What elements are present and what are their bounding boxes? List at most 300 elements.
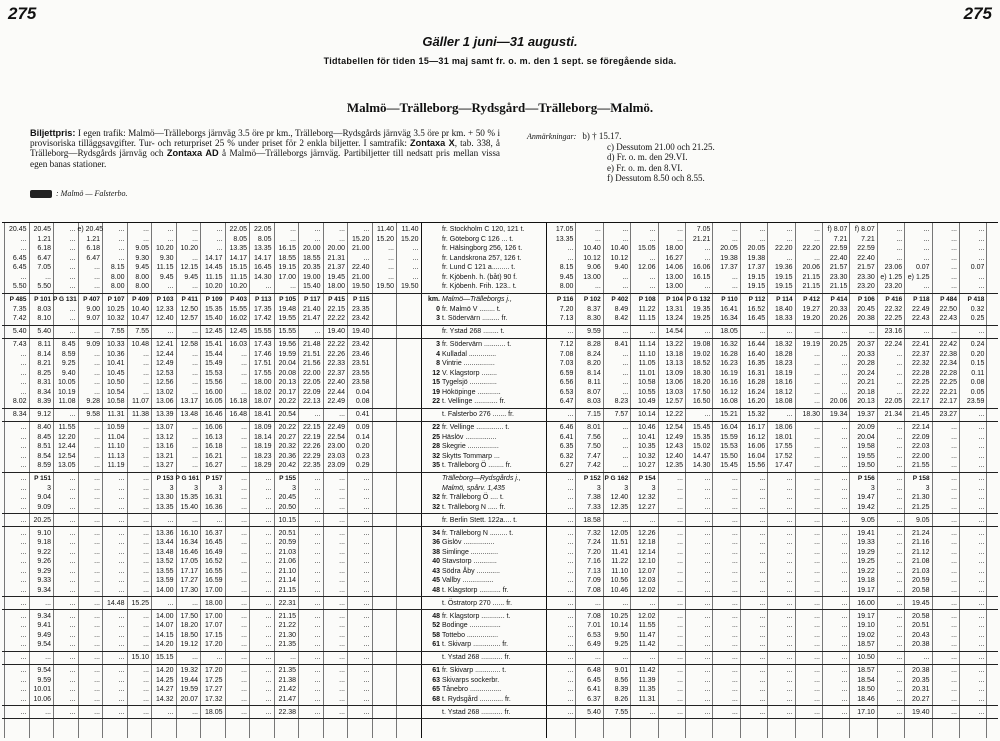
time-cell: ... [814,654,820,661]
time-cell: ... [314,529,321,537]
time-cell: ... [314,708,321,716]
remark-item: b) † 15.17. [582,131,622,141]
time-cell: 15.53 [720,443,738,450]
time-cell: ... [814,631,820,639]
time-cell: 22.32 [912,360,930,367]
station-name: Södra Åby ............ [442,567,500,575]
time-cell: ... [143,424,149,431]
time-cell: ... [896,654,903,661]
time-cell: ... [69,315,76,322]
time-cell: ... [677,558,683,565]
time-cell: 11.42 [638,641,656,648]
time-cell: ... [814,433,820,441]
time-cell: ... [951,539,957,546]
time-cell: 16.31 [204,494,223,501]
time-cell: 5.40 [12,328,27,335]
time-cell: ... [241,539,247,546]
time-cell: P 107 [107,296,125,303]
time-cell: 21.55 [912,462,930,469]
time-cell: ... [118,484,125,492]
time-cell: 15.35 [692,433,711,441]
time-cell: 19.15 [278,264,296,271]
time-cell: P 157 [205,475,223,482]
station-name: t. Östratorp 270 ...... fr. [442,599,513,607]
time-cell: ... [814,226,820,233]
time-cell: ... [978,273,985,281]
time-cell: 9.00 [86,305,100,313]
station-name: fr. Landskrona 257, 126 t. [442,254,522,262]
time-cell: ... [363,708,370,716]
time-cell: ... [622,235,629,243]
time-cell: ... [20,622,27,629]
time-cell: ... [649,599,656,607]
time-cell: 19.58 [857,443,875,450]
time-cell: ... [896,350,903,358]
time-cell: ... [192,433,198,441]
time-cell: 23.51 [351,360,370,367]
time-cell: 15.59 [720,433,738,441]
time-cell: 20.31 [912,686,930,693]
time-cell: 21.57 [829,264,848,271]
time-cell: 16.48 [229,411,247,418]
time-cell: ... [567,599,574,607]
time-cell: 10.46 [610,586,629,594]
time-cell: 17.35 [253,305,272,313]
time-cell: 3 [194,484,198,492]
time-cell: 22.34 [939,360,957,367]
time-cell: 10.06 [33,695,51,703]
time-cell: ... [94,641,100,648]
time-cell: ... [20,273,27,281]
time-cell: ... [94,654,100,661]
time-cell: ... [69,283,76,290]
time-cell: ... [265,676,272,684]
time-cell: 19.15 [747,273,766,281]
time-cell: ... [896,558,903,565]
time-cell: ... [759,567,766,575]
time-cell: ... [622,599,629,607]
time-cell: 8.05 [233,235,247,243]
time-cell: ... [265,548,272,556]
time-cell: 16.16 [720,379,738,386]
time-cell: ... [69,264,76,271]
time-cell: 22.54 [327,433,345,441]
station-name: fr. Hälsingborg 256, 126 t. [442,245,523,252]
section-separator [2,408,998,409]
time-cell: ... [759,503,766,511]
time-cell: ... [118,577,125,584]
time-cell: 8.05 [257,235,272,243]
time-cell: ... [896,503,903,511]
time-cell: ... [94,494,100,501]
time-cell: 18.01 [775,433,793,441]
time-cell: ... [265,622,272,629]
time-cell: ... [143,695,149,703]
time-cell: ... [622,452,629,460]
time-cell: ... [677,631,683,639]
time-cell: 20.13 [857,398,875,405]
time-cell: 21.03 [912,567,930,575]
remark-item: e) Fr. o. m. den 8.VI. [607,162,683,173]
time-cell: ... [622,350,629,358]
time-cell: 9.05 [135,245,149,252]
time-cell: 9.30 [135,254,149,262]
time-cell: ... [265,283,272,290]
time-cell: ... [951,328,957,335]
station-name: t. Ystad 268 ........... fr. [442,708,511,716]
time-cell: 13.00 [583,273,601,281]
time-cell: 14.17 [253,254,272,262]
time-cell: ... [192,424,198,431]
km-cell: 32 [432,452,440,460]
time-cell: 10.25 [106,305,125,313]
time-cell: ... [314,539,321,546]
time-cell: ... [20,369,27,377]
time-cell: ... [69,529,76,537]
time-cell: ... [923,226,930,233]
time-cell: 11.05 [638,360,656,367]
time-cell: ... [265,612,272,620]
time-cell: ... [241,452,247,460]
time-cell: 20.59 [912,577,930,584]
time-cell: ... [167,516,174,524]
time-cell: ... [814,494,820,501]
time-cell: 22.14 [912,424,930,431]
time-cell: 6.47 [37,254,51,262]
time-cell: ... [896,254,903,262]
time-cell: ... [814,586,820,594]
time-cell: 20.27 [912,695,930,703]
time-cell: 18.52 [692,360,711,367]
timetable-row [2,676,998,686]
time-cell: 8.24 [587,350,601,358]
time-cell: 18.41 [253,411,272,418]
km-cell: 32 [432,503,440,511]
time-cell: ... [216,654,223,661]
time-cell: 7.50 [587,443,601,450]
time-cell: 19.32 [180,667,198,674]
time-cell: ... [314,548,321,556]
time-cell: ... [339,558,345,565]
time-cell: 23.00 [327,443,345,450]
time-cell: ... [759,622,766,629]
time-cell: 8.07 [587,388,601,396]
time-cell: ... [314,516,321,524]
time-cell: 11.22 [638,305,656,313]
time-cell: 16.21 [204,452,223,460]
km-cell: 19 [432,388,440,396]
time-cell: ... [143,494,149,501]
time-cell: ... [363,631,370,639]
time-cell: ... [731,503,738,511]
time-cell: ... [143,586,149,594]
time-cell: ... [143,529,149,537]
time-cell: 10.20 [155,245,174,252]
time-cell: ... [786,654,793,661]
time-cell: 6.49 [587,641,601,648]
time-cell: ... [731,273,738,281]
time-cell: ... [69,654,76,661]
time-cell: 11.38 [132,411,149,418]
time-cell: ... [69,676,76,684]
time-cell: ... [192,462,198,469]
time-cell: 21.47 [278,695,296,703]
time-cell: 19.17 [857,612,875,620]
time-cell: 16.55 [204,567,223,575]
time-cell: 11.40 [377,226,394,233]
time-cell: ... [896,622,903,629]
station-name: V. Klagstorp ........ [442,369,497,377]
time-cell: ... [951,516,957,524]
time-cell: 16.50 [692,398,711,405]
time-cell: ... [143,452,149,460]
timetable-row [2,423,998,433]
km-cell: 65 [432,686,440,693]
timetable-row [2,538,998,548]
time-cell: 19.17 [857,586,875,594]
time-cell: 11.55 [58,424,76,431]
time-cell: 7.20 [559,305,574,313]
time-cell: 16.00 [204,388,223,396]
time-cell: 3 [624,484,629,492]
time-cell: 6.27 [559,462,574,469]
time-cell: 12.45 [204,328,223,335]
time-cell: 16.06 [692,264,711,271]
time-cell: ... [216,516,223,524]
time-cell: P 412 [803,296,820,303]
time-cell: ... [69,567,76,575]
timetable-row [2,244,998,254]
time-cell: 8.11 [37,341,51,348]
time-cell: 10.32 [106,315,125,322]
time-cell: ... [951,641,957,648]
section-separator [2,596,998,597]
time-cell: 11.51 [611,539,629,546]
time-cell: ... [567,484,574,492]
time-cell: 18.20 [692,379,711,386]
time-cell: 7.05 [696,226,711,233]
time-cell: 18.40 [775,305,793,313]
time-cell: ... [814,548,820,556]
time-cell: ... [677,695,683,703]
timetable-row [2,640,998,650]
time-cell: 21.56 [302,360,321,367]
time-cell: 17.52 [775,452,793,460]
time-cell: 20.32 [278,443,296,450]
time-cell: 15.45 [692,424,711,431]
time-cell: ... [814,577,820,584]
time-cell: 9.45 [159,273,174,281]
time-cell: ... [363,484,370,492]
time-cell: 7.38 [587,494,601,501]
time-cell: 11.13 [107,452,125,460]
time-cell: ... [363,539,370,546]
time-cell: 11.10 [611,567,629,575]
time-cell: ... [314,328,321,335]
time-cell: 20.04 [857,433,875,441]
time-cell: 21.38 [278,676,296,684]
time-cell: ... [69,226,76,233]
time-cell: 9.22 [37,548,51,556]
time-cell: ... [290,226,296,233]
time-cell: 21.16 [912,539,930,546]
time-cell: 12.40 [610,494,629,501]
time-cell: ... [339,567,345,575]
time-cell: 14.27 [155,686,174,693]
time-cell: ... [951,254,957,262]
time-cell: ... [951,283,957,290]
time-cell: ... [896,245,903,252]
time-cell: 21.15 [802,283,820,290]
time-cell: ... [704,558,711,565]
time-cell: ... [20,443,27,450]
time-cell: ... [388,254,394,262]
section-separator [2,651,998,652]
time-cell: ... [69,686,76,693]
time-cell: 18.14 [253,433,272,441]
time-cell: ... [314,235,321,243]
time-cell: 10.27 [638,462,656,469]
timetable-row [2,529,998,539]
time-cell: 10.56 [610,577,629,584]
time-cell: 10.55 [638,388,656,396]
time-cell: ... [143,235,149,243]
time-cell: ... [896,379,903,386]
time-cell: ... [951,443,957,450]
time-cell: ... [951,548,957,556]
time-cell: ... [841,577,848,584]
time-cell: ... [896,369,903,377]
time-cell: ... [314,558,321,565]
time-cell: 19.15 [775,273,793,281]
time-cell: 22.59 [829,245,848,252]
time-cell: ... [622,360,629,367]
time-cell: ... [339,226,345,233]
time-cell: ... [759,235,766,243]
time-cell: ... [704,245,711,252]
time-cell: 7.08 [587,586,601,594]
section-separator [2,338,998,339]
time-cell: 21.45 [912,411,930,418]
time-cell: 7.09 [587,577,601,584]
time-cell: ... [978,424,985,431]
time-cell: ... [978,622,985,629]
time-cell: 8.54 [37,452,51,460]
time-cell: ... [622,462,629,469]
time-cell: ... [241,443,247,450]
timetable-row [2,305,998,315]
time-cell: ... [241,676,247,684]
time-cell: 14.17 [229,254,247,262]
time-cell: 22.22 [327,341,345,348]
time-cell: 15.40 [302,283,321,290]
time-cell: 12.44 [155,350,174,358]
time-cell: ... [118,641,125,648]
time-cell: 17.17 [180,567,198,575]
time-cell: ... [759,558,766,565]
time-cell: 20.37 [857,341,875,348]
time-cell: 9.06 [587,264,601,271]
time-cell: 8.41 [614,341,629,348]
time-cell: 6.35 [559,443,574,450]
timetable-row [2,225,998,235]
time-cell: 10.40 [610,245,629,252]
time-cell: ... [69,273,76,281]
time-cell: ... [94,539,100,546]
time-cell: 22.59 [857,245,875,252]
time-cell: ... [786,411,793,418]
section-separator [2,293,998,294]
time-cell: 22.24 [884,341,903,348]
time-cell: 16.10 [180,529,198,537]
section-separator [2,705,998,706]
time-cell: ... [649,708,656,716]
time-cell: 20.09 [857,424,875,431]
time-cell: 14.48 [106,599,125,607]
time-cell: ... [677,641,683,648]
time-cell: ... [896,462,903,469]
time-cell: ... [339,411,345,418]
time-cell: P 101 [34,296,51,303]
time-cell: 12.56 [155,379,174,386]
time-cell: ... [192,360,198,367]
time-cell: 16.24 [747,388,766,396]
station-name: fr. Ystad 268 ........ t. [442,328,505,335]
time-cell: 7.21 [861,235,875,243]
time-cell: 22.40 [857,254,875,262]
time-cell: ... [704,548,711,556]
time-cell: ... [143,539,149,546]
page-number-right: 275 [963,4,992,23]
time-cell: ... [704,695,711,703]
time-cell: ... [94,622,100,629]
time-cell: ... [841,567,848,575]
time-cell: P 407 [83,296,100,303]
time-cell: ... [412,254,419,262]
time-cell: 13.48 [180,411,198,418]
time-cell: ... [951,708,957,716]
time-cell: ... [265,641,272,648]
time-cell: 17.05 [180,558,198,565]
time-cell: ... [923,254,930,262]
km-cell: 61 [432,641,440,648]
time-cell: 19.38 [720,254,738,262]
time-cell: ... [978,676,985,684]
time-cell: 22.03 [912,443,930,450]
time-cell: 0.08 [355,398,370,405]
time-cell: ... [594,235,601,243]
time-cell: ... [677,667,683,674]
time-cell: 20.17 [278,388,296,396]
time-cell: 6.59 [559,369,574,377]
time-cell: ... [759,599,766,607]
time-cell: 23.03 [327,452,345,460]
time-cell: 10.59 [106,424,125,431]
time-cell: ... [339,695,345,703]
time-cell: 22.05 [302,379,321,386]
time-cell: ... [978,283,985,290]
time-cell: 7.24 [587,539,601,546]
time-cell: ... [978,503,985,511]
time-cell: 7.08 [587,612,601,620]
time-cell: ... [143,641,149,648]
section-separator [2,513,998,514]
time-cell: ... [143,612,149,620]
time-cell: 13.16 [155,443,174,450]
time-cell: 3 [218,484,223,492]
time-cell: ... [143,667,149,674]
time-cell: ... [314,484,321,492]
